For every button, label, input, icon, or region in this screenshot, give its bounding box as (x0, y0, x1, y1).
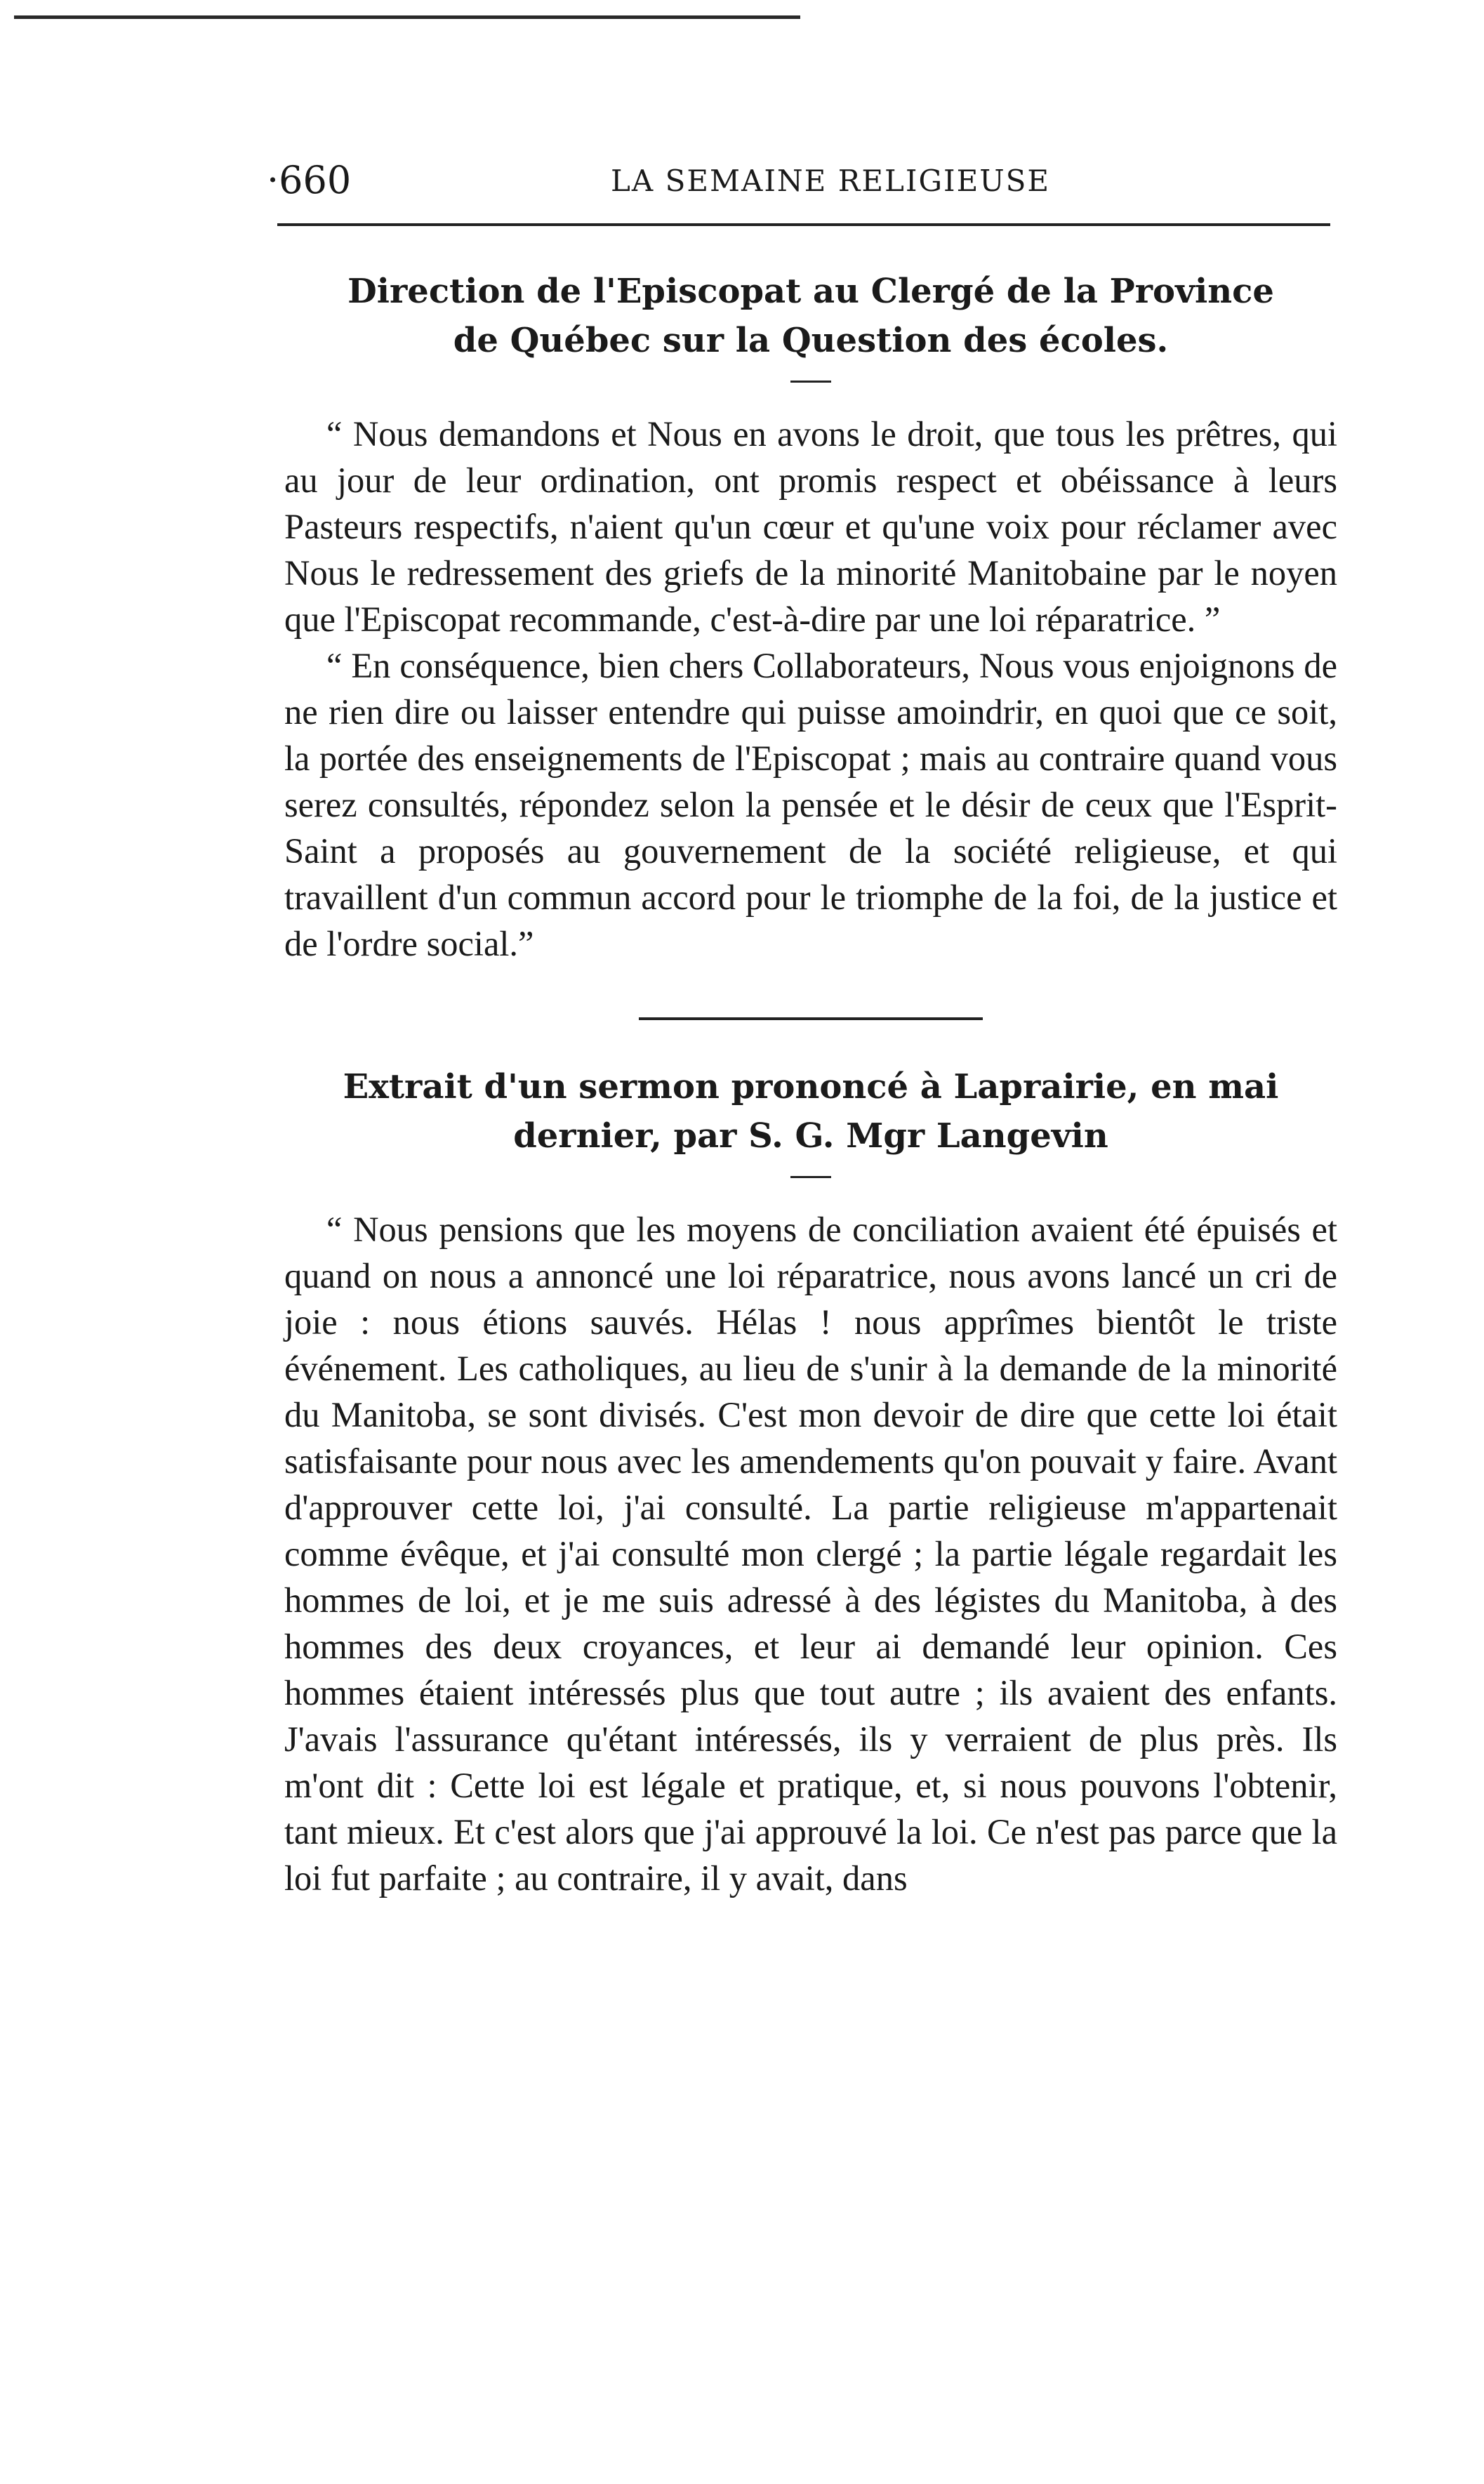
section-title-line-1: Extrait d'un sermon prononcé à Laprairie, en mai (343, 1067, 1279, 1106)
paragraph: “ Nous pensions que les moyens de conciliation avaient été épuisés et quand on nous a annoncé une loi réparatrice, nous avons lancé un cri de joie : nous étions sauvés. Hélas ! nous apprîmes bientôt le triste événement. Les catholiques, au lieu de s'unir à la demande de la minorité du Manitoba, se sont divisés. C'est mon devoir de dire que cette loi était satisfaisante pour nous avec les amendements qu'on pouvait y faire. Avant d'approuver cette loi, j'ai consulté. La partie religieuse m'appartenait comme évêque, et j'ai consulté mon clergé ; la partie légale regardait les hommes de loi, et je me suis adressé à des légistes du Manitoba, à des hommes des deux croyances, et leur ai demandé leur opinion. Ces hommes étaient intéressés plus que tout autre ; ils avaient des enfants. J'avais l'assurance qu'étant intéressés, ils y verraient de plus près. Ils m'ont dit : Cette loi est légale et pratique, et, si nous pouvons l'obtenir, tant mieux. Et c'est alors que j'ai approuvé la loi. Ce n'est pas parce que la loi fut parfaite ; au contraire, il y avait, dans (284, 1210, 1337, 1898)
section-title (284, 1062, 1337, 1161)
page-number: ·660 (267, 158, 352, 202)
title-dash (790, 381, 831, 383)
paragraph: “ Nous demandons et Nous en avons le droit, que tous les prêtres, qui au jour de leur ordination, ont promis respect et obéissance à leurs Pasteurs respectifs, n'aient qu'un cœur et qu'une voix pour réclamer avec Nous le redressement des griefs de la minorité Manitobaine par le noyen que l'Episcopat recommande, c'est-à-dire par une loi réparatrice. ” (284, 414, 1337, 639)
section-title-line-2: dernier, par S. G. Mgr Langevin (513, 1116, 1108, 1156)
header-rule (277, 223, 1330, 226)
running-head: LA SEMAINE RELIGIEUSE (611, 164, 1051, 198)
section-separator-rule (639, 1017, 983, 1020)
page-body (284, 267, 1337, 1901)
title-dash (790, 1176, 831, 1178)
page-header (267, 156, 1320, 205)
section-episcopat-direction (284, 267, 1337, 967)
section-langevin-sermon (284, 1062, 1337, 1901)
top-edge-rule (14, 15, 800, 19)
section-title-line-1: Direction de l'Episcopat au Clergé de la Province (347, 272, 1274, 311)
paragraph: “ En conséquence, bien chers Collaborateurs, Nous vous enjoignons de ne rien dire ou laisser entendre qui puisse amoindrir, en quoi que ce soit, la portée des enseignements de l'Episcopat ; mais au contraire quand vous serez consultés, répondez selon la pensée et le désir de ceux que l'Esprit-Saint a proposés au gouvernement de la société religieuse, et qui travaillent d'un commun accord pour le triomphe de la foi, de la justice et de l'ordre social.” (284, 646, 1337, 963)
section-title (284, 267, 1337, 365)
section-title-line-2: de Québec sur la Question des écoles. (453, 321, 1169, 360)
